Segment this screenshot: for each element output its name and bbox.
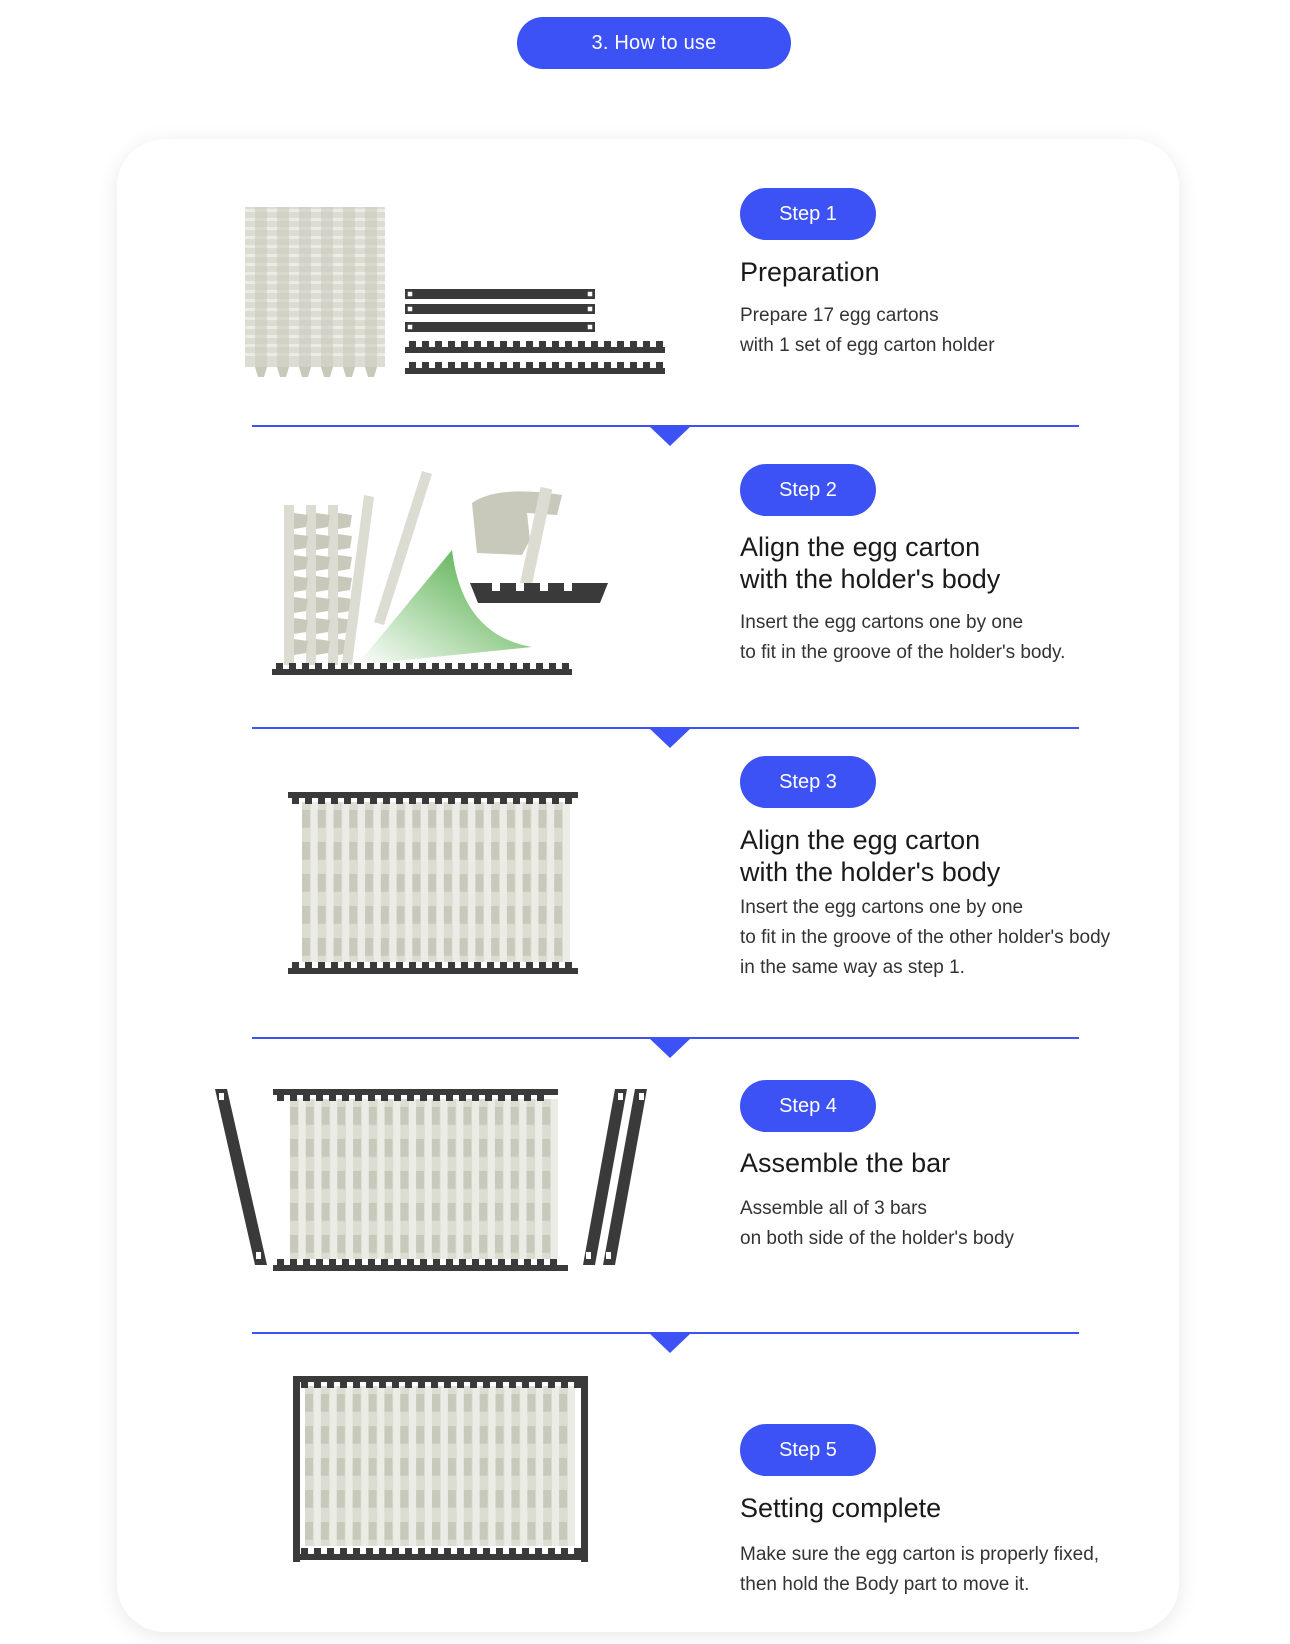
step-5-title: Setting complete bbox=[740, 1493, 942, 1523]
step-1-description: Prepare 17 egg cartons with 1 set of egg carton holder bbox=[740, 305, 995, 356]
down-arrow-icon bbox=[649, 1333, 691, 1353]
step-4-description: Assemble all of 3 bars on both side of the holder's body bbox=[740, 1198, 1015, 1249]
step-5-description: Make sure the egg carton is properly fixed, then hold the Body part to move it. bbox=[740, 1544, 1100, 1595]
step-2-badge: Step 2 bbox=[740, 464, 876, 516]
step-1-badge: Step 1 bbox=[740, 188, 876, 240]
how-to-use-card bbox=[117, 139, 1179, 1632]
step-divider-2 bbox=[252, 727, 1079, 729]
assembled-holder-illustration bbox=[293, 1376, 593, 1566]
insert-cartons-into-groove-illustration bbox=[272, 465, 612, 685]
step-4-badge: Step 4 bbox=[740, 1080, 876, 1132]
attach-side-bars-illustration bbox=[215, 1089, 675, 1279]
down-arrow-icon bbox=[649, 728, 691, 748]
step-3-description: Insert the egg cartons one by one to fit in the groove of the other holder's body in the same way as step 1. bbox=[740, 897, 1111, 978]
section-header-button: 3. How to use bbox=[517, 17, 791, 69]
step-1-title: Preparation bbox=[740, 257, 880, 287]
down-arrow-icon bbox=[649, 1038, 691, 1058]
cartons-between-two-bodies-illustration bbox=[282, 792, 592, 977]
step-5-badge: Step 5 bbox=[740, 1424, 876, 1476]
step-divider-4 bbox=[252, 1332, 1079, 1334]
step-2-title: Align the egg carton with the holder's body bbox=[740, 532, 1001, 594]
step-divider-1 bbox=[252, 425, 1079, 427]
step-3-title: Align the egg carton with the holder's body bbox=[740, 825, 1001, 887]
step-2-description: Insert the egg cartons one by one to fit in the groove of the holder's body. bbox=[740, 612, 1066, 663]
cartons-and-holder-parts-illustration bbox=[245, 207, 675, 387]
step-4-title: Assemble the bar bbox=[740, 1148, 951, 1178]
step-3-badge: Step 3 bbox=[740, 756, 876, 808]
step-divider-3 bbox=[252, 1037, 1079, 1039]
down-arrow-icon bbox=[649, 426, 691, 446]
